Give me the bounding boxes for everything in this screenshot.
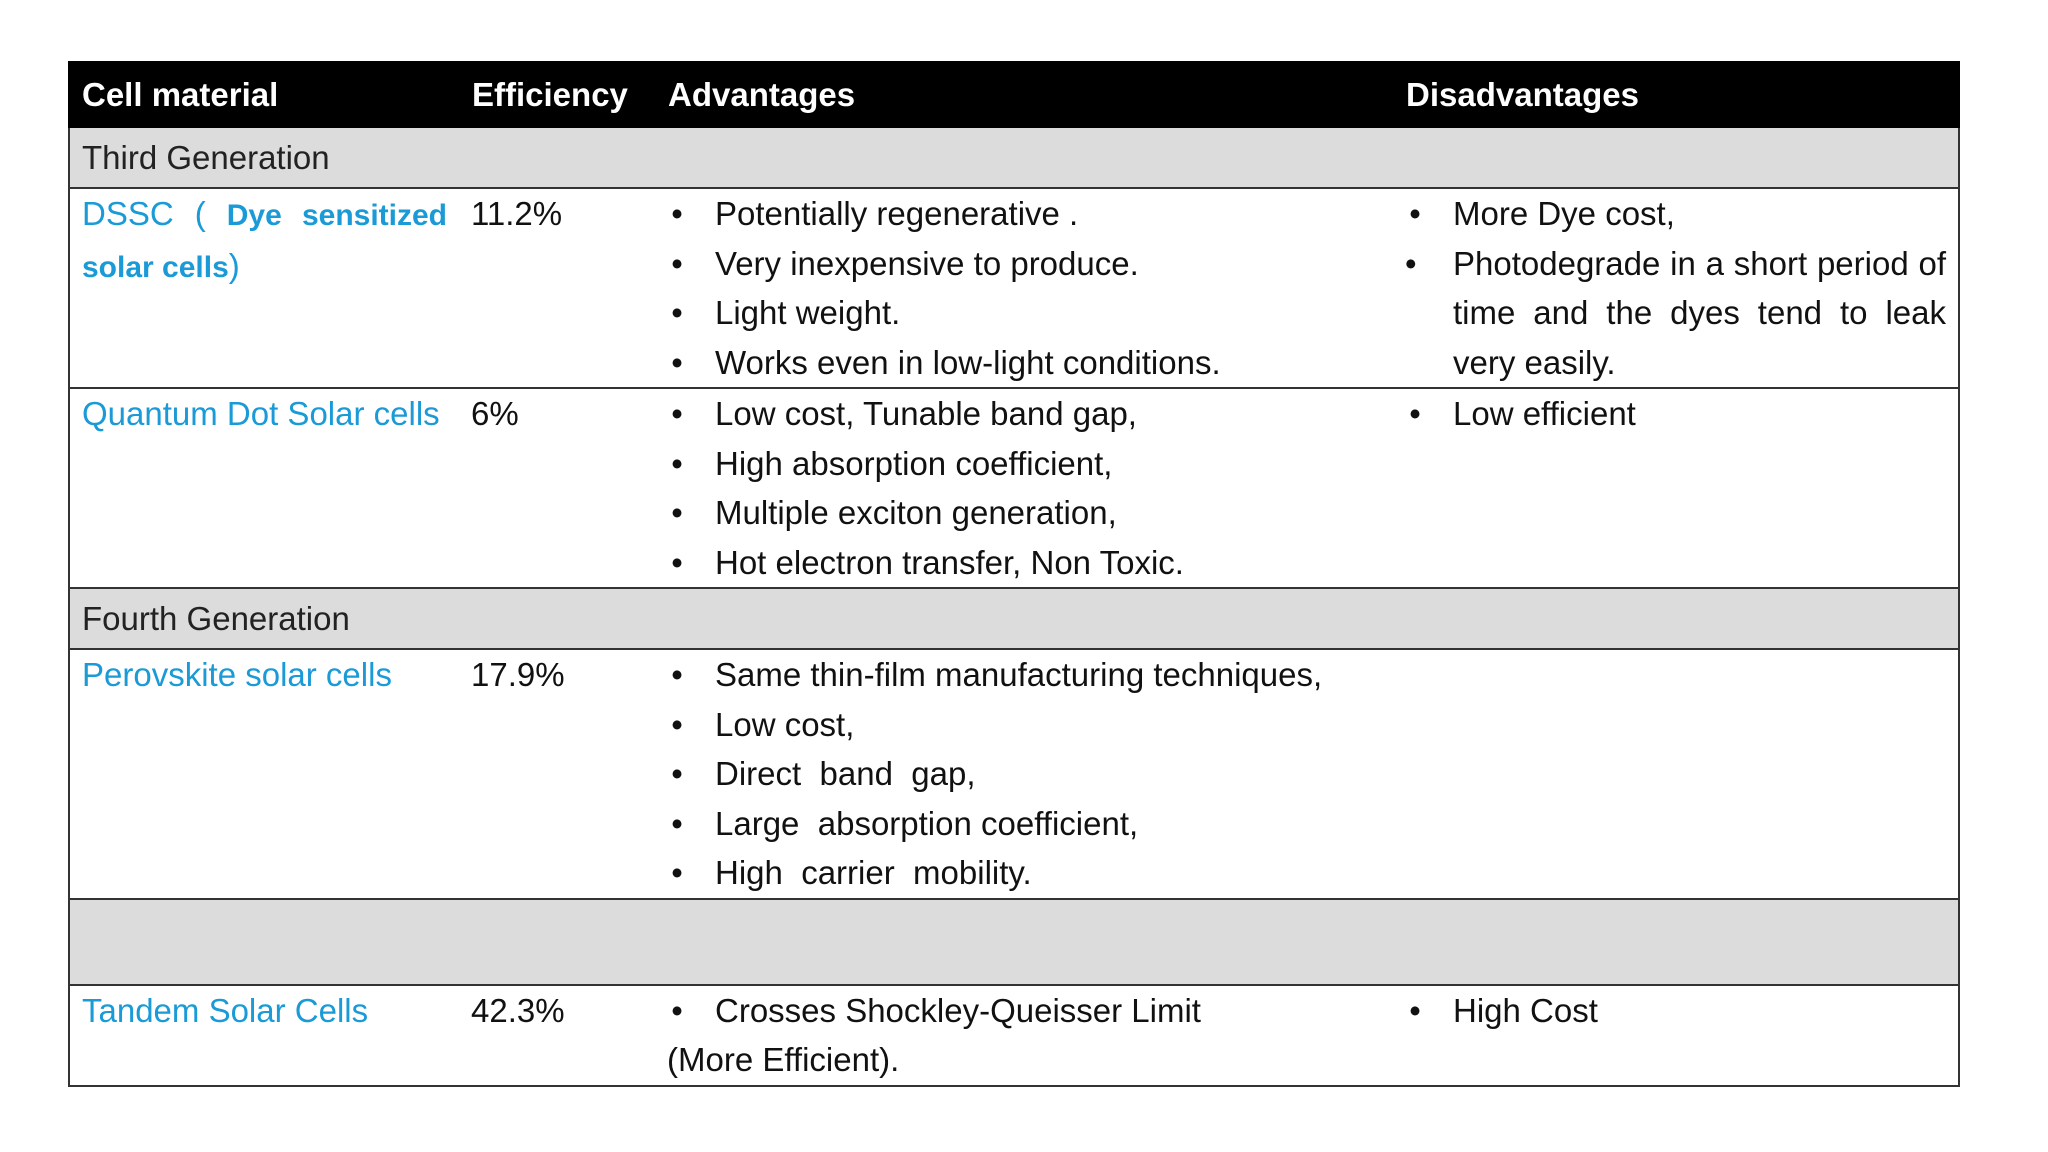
generation-label: Third Generation <box>69 127 1959 188</box>
list-item: • Multiple exciton generation, <box>671 494 1117 531</box>
list-item: • Large absorption coefficient, <box>671 804 1139 842</box>
list-item: • Light weight. <box>671 294 901 331</box>
advantages-cell <box>655 649 1393 899</box>
list-item: • Potentially regenerative . <box>671 195 1079 232</box>
advantages-list <box>667 189 1381 387</box>
advantages-cell <box>655 388 1393 588</box>
material-cell <box>69 985 459 1086</box>
material-name: Perovskite solar cells <box>82 656 392 693</box>
list-item: • Very inexpensive to produce. <box>671 244 1139 282</box>
list-item: • Direct band gap, <box>671 755 976 792</box>
generation-row-fourth <box>69 588 1959 649</box>
list-item: • More Dye cost, <box>1409 195 1675 232</box>
advantages-list <box>667 986 1381 1036</box>
material-subtitle: Dye sensitized solar cells <box>82 199 448 284</box>
table-row-perovskite <box>69 649 1959 899</box>
generation-label: Fourth Generation <box>69 588 1959 649</box>
disadvantages-cell <box>1393 649 1959 899</box>
material-name: DSSC ( Dye sensitized solar cells) <box>82 195 448 284</box>
table-row-quantum-dot <box>69 388 1959 588</box>
advantages-cell <box>655 985 1393 1086</box>
table-row-dssc <box>69 188 1959 388</box>
empty-gray-row <box>69 899 1959 985</box>
material-cell <box>69 649 459 899</box>
list-item: • Crosses Shockley-Queisser Limit <box>671 991 1201 1029</box>
efficiency-cell: 11.2% <box>459 188 655 388</box>
material-name: Tandem Solar Cells <box>82 991 369 1029</box>
material-cell <box>69 188 459 388</box>
header-cell-efficiency: Efficiency <box>459 62 655 127</box>
efficiency-cell: 6% <box>459 388 655 588</box>
list-item: • Works even in low-light conditions. <box>671 343 1221 381</box>
empty-cell <box>69 899 1959 985</box>
table-row-tandem <box>69 985 1959 1086</box>
solar-cell-comparison-table <box>68 61 1960 1087</box>
advantages-continuation: (More Efficient). <box>667 1041 900 1078</box>
list-item: • High carrier mobility. <box>671 854 1032 891</box>
list-item: • Same thin-film manufacturing techniques, <box>671 656 1323 693</box>
disadvantages-list <box>1405 389 1946 439</box>
list-item: • Low efficient <box>1409 395 1636 432</box>
generation-row-third <box>69 127 1959 188</box>
disadvantages-cell <box>1393 985 1959 1086</box>
disadvantages-list <box>1405 986 1946 1036</box>
material-cell <box>69 388 459 588</box>
table-header-row <box>69 62 1959 127</box>
header-cell-disadvantages: Disadvantages <box>1393 62 1959 127</box>
efficiency-cell: 17.9% <box>459 649 655 899</box>
disadvantages-list <box>1405 189 1946 387</box>
advantages-list <box>667 389 1381 587</box>
list-item: • High Cost <box>1409 991 1598 1029</box>
list-item: • Hot electron transfer, Non Toxic. <box>671 543 1184 581</box>
advantages-list <box>667 650 1381 898</box>
header-cell-material: Cell material <box>69 62 459 127</box>
disadvantages-cell <box>1393 388 1959 588</box>
material-name: Quantum Dot Solar cells <box>82 395 440 432</box>
advantages-cell <box>655 188 1393 388</box>
efficiency-cell: 42.3% <box>459 985 655 1086</box>
list-item: • Photodegrade in a short period of time and the dyes tend to leak very easily. <box>1405 244 1946 381</box>
list-item: • Low cost, <box>671 705 855 743</box>
header-cell-advantages: Advantages <box>655 62 1393 127</box>
list-item: • High absorption coefficient, <box>671 444 1113 482</box>
disadvantages-cell <box>1393 188 1959 388</box>
list-item: • Low cost, Tunable band gap, <box>671 395 1137 432</box>
